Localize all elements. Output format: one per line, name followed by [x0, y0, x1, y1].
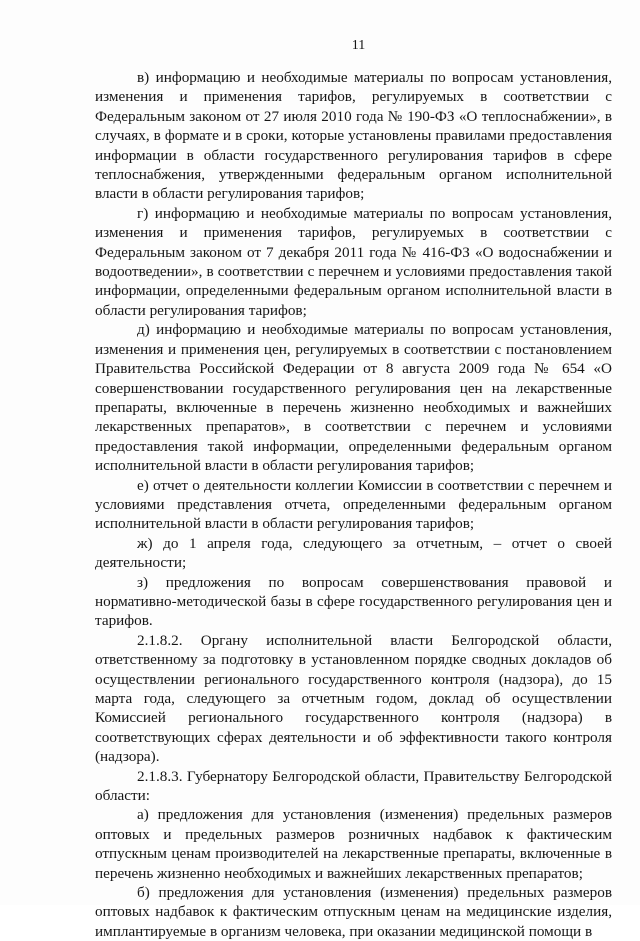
paragraph: г) информацию и необходимые материалы по вопросам установления, изменения и применения тарифов, регулируемых в соответствии с Федеральным законом от 7 декабря 2011 года № 416-ФЗ «О водоснабжении и водоотведении», в соответствии с перечнем и условиями предоставления такой информации, определенными федеральным органом исполнительной власти в области регулирования тарифов;: [95, 204, 612, 319]
page-number: 11: [351, 38, 366, 53]
document-body: [95, 68, 612, 941]
paragraph: 2.1.8.2. Органу исполнительной власти Белгородской области, ответственному за подготовку в установленном порядке сводных докладов об осуществлении регионального государственного контроля (надзора), до 15 марта года, следующего за отчетным годом, доклад об осуществлении Комиссией регионального государственного контроля (надзора) в соответствующих сферах деятельности и об эффективности такого контроля (надзора).: [95, 631, 612, 766]
paragraph: е) отчет о деятельности коллегии Комиссии в соответствии с перечнем и условиями представления отчета, определенными федеральным органом исполнительной власти в области регулирования тарифов;: [95, 476, 612, 533]
paragraph: ж) до 1 апреля года, следующего за отчетным, – отчет о своей деятельности;: [95, 534, 612, 572]
paragraph: а) предложения для установления (изменения) предельных размеров оптовых и предельных размеров розничных надбавок к фактическим отпускным ценам производителей на лекарственные препараты, включенные в перечень жизненно необходимых и важнейших лекарственных препаратов;: [95, 806, 612, 882]
paragraph: в) информацию и необходимые материалы по вопросам установления, изменения и применения тарифов, регулируемых в соответствии с Федеральным законом от 27 июля 2010 года № 190-ФЗ «О теплоснабжении», в случаях, в формате и в сроки, которые установлены правилами предоставления информации в области государственного регулирования тарифов в сфере теплоснабжения, утвержденными федеральным органом исполнительной власти в области регулирования тарифов;: [95, 69, 612, 203]
paragraph: б) предложения для установления (изменения) предельных размеров оптовых надбавок к фактическим отпускным ценам на медицинские изделия, имплантируемые в организм человека, при оказании медицинской помощи в: [95, 884, 612, 940]
paragraph: з) предложения по вопросам совершенствования правовой и нормативно-методической базы в сфере государственного регулирования цен и тарифов.: [95, 573, 612, 630]
paragraph: 2.1.8.3. Губернатору Белгородской области, Правительству Белгородской области:: [95, 767, 612, 805]
paragraph: д) информацию и необходимые материалы по вопросам установления, изменения и применения цен, регулируемых в соответствии с постановлением Правительства Российской Федерации от 8 августа 2009 года № 654 «О совершенствовании государственного регулирования цен на лекарственные препараты, включенные в перечень жизненно необходимых и важнейших лекарственных препаратов», в соответствии с перечнем и условиями предоставления такой информации, определенными федеральным органом исполнительной власти в области регулирования тарифов;: [95, 321, 612, 475]
